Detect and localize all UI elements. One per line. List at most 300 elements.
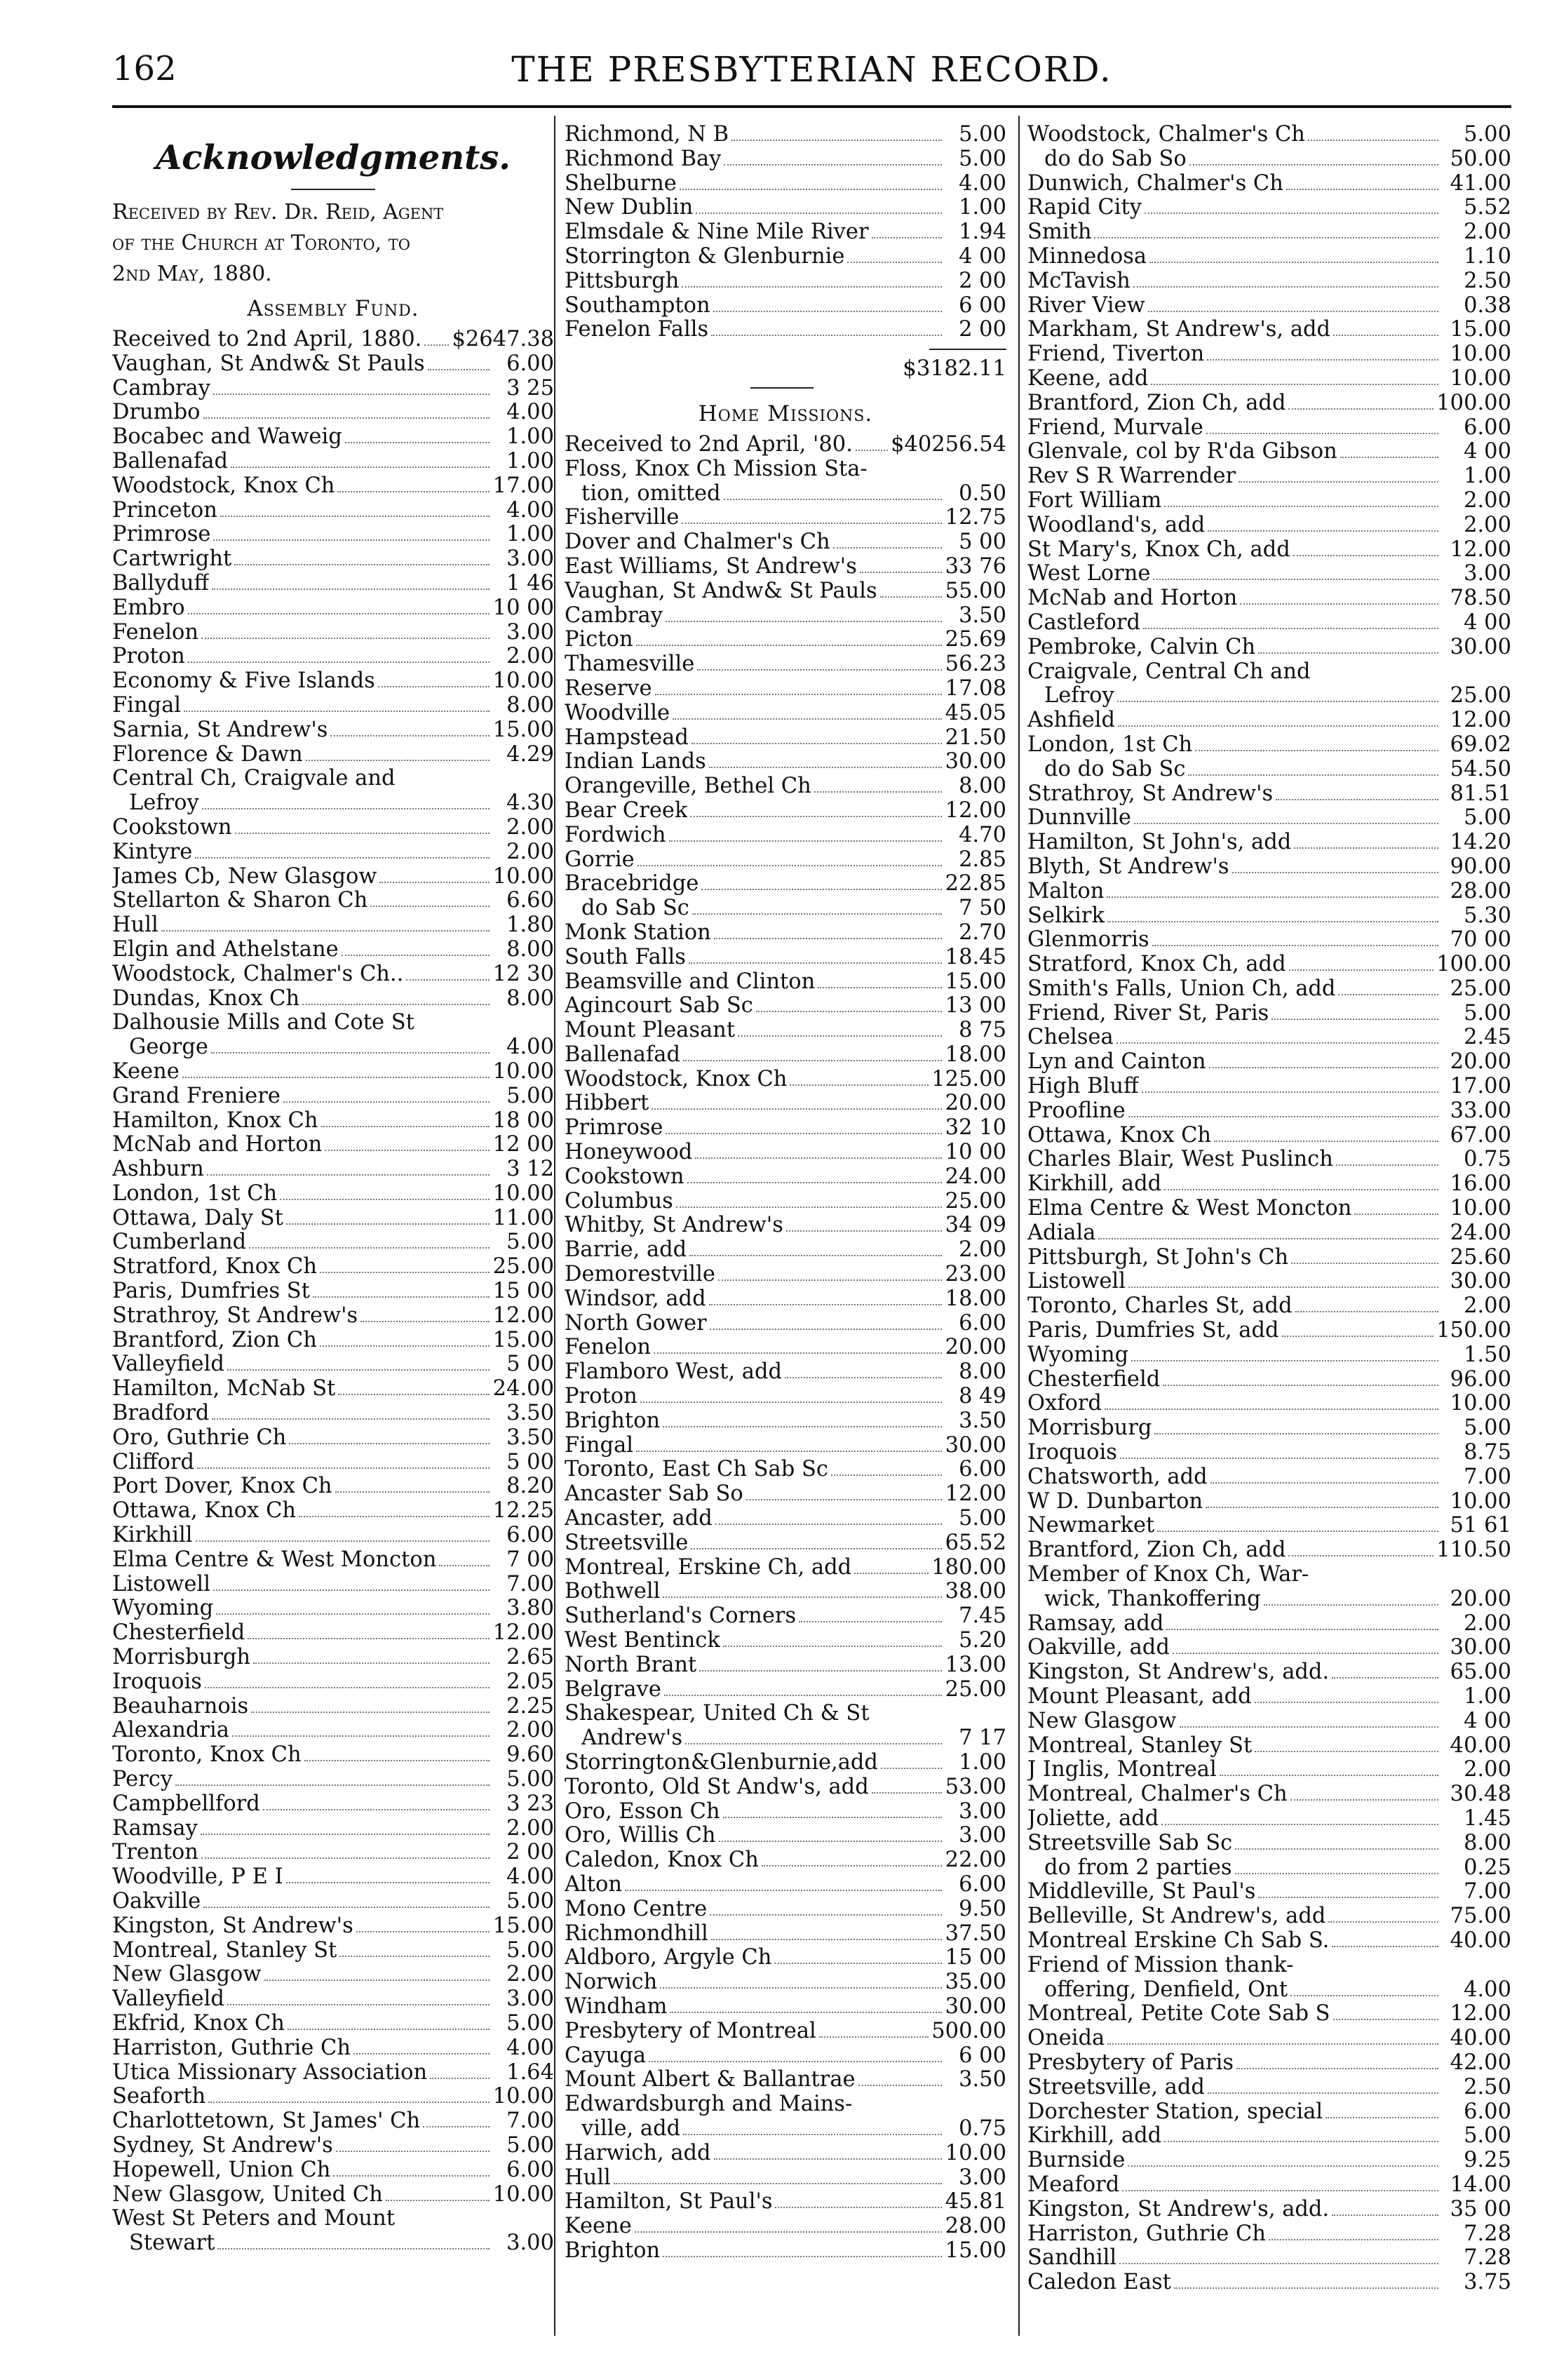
dot-leader <box>872 230 942 238</box>
dot-leader <box>756 1004 942 1012</box>
entry-amount: 8.00 <box>1464 1831 1511 1855</box>
dot-leader <box>637 858 942 866</box>
entry-name: Sydney, St Andrew's <box>112 2133 333 2158</box>
entry-row <box>565 896 1006 921</box>
entry-amount: 45.81 <box>945 2190 1006 2214</box>
dot-leader <box>1286 182 1438 190</box>
entry-row <box>112 474 554 499</box>
entry-name: Grand Freniere <box>112 1084 281 1108</box>
entry-amount: 15.00 <box>945 2238 1006 2263</box>
dot-leader <box>723 1639 942 1647</box>
entry-row <box>565 506 1006 530</box>
entry-amount: 5.00 <box>506 1890 554 1914</box>
entry-name: Montreal, Stanley St <box>112 1938 337 1963</box>
entry-name: Kingston, St Andrew's, add. <box>1027 1660 1330 1685</box>
entry-row <box>565 994 1006 1018</box>
entry-row <box>565 579 1006 604</box>
entry-row <box>565 1213 1006 1238</box>
entry-amount: 16.00 <box>1450 1172 1511 1197</box>
entry-name: Vaughan, St Andw& St Pauls <box>565 579 877 603</box>
dot-leader <box>356 1924 490 1932</box>
entry-amount: 35 00 <box>1450 2197 1511 2221</box>
entry-name: Adiala <box>1027 1221 1096 1245</box>
entry-name: Presbytery of Paris <box>1027 2050 1234 2075</box>
entry-name: Paris, Dumfries St <box>112 1279 310 1304</box>
entry-row <box>112 1304 554 1329</box>
entry-name: Friend, Murvale <box>1027 415 1203 440</box>
entry-name: New Glasgow, United Ch <box>112 2182 383 2207</box>
entry-amount: 2 00 <box>959 269 1006 293</box>
entry-name: Elma Centre & West Moncton <box>1027 1197 1352 1221</box>
entry-name: Embro <box>112 596 185 620</box>
dot-leader <box>814 784 942 793</box>
entry-amount: 35.00 <box>945 1970 1006 1995</box>
entry-name: Ballenafad <box>112 449 228 473</box>
entry-amount: 7.00 <box>1464 1465 1511 1489</box>
dot-leader <box>1282 1329 1434 1337</box>
entry-row <box>112 816 554 840</box>
dot-leader <box>232 1728 490 1737</box>
entry-name: Fisherville <box>565 506 680 530</box>
dot-leader <box>227 1997 490 2005</box>
entry-row <box>565 482 1006 506</box>
entry-name: Hibbert <box>565 1091 649 1116</box>
entry-row <box>565 1336 1006 1360</box>
dot-leader <box>1133 279 1438 288</box>
dot-leader <box>220 509 490 517</box>
entry-name: Brantford, Zion Ch, add <box>1027 391 1286 415</box>
entry-amount: 12.00 <box>1450 2002 1511 2026</box>
dot-leader <box>211 1045 490 1054</box>
dot-leader <box>337 484 490 492</box>
entry-amount: 3.00 <box>1464 562 1511 586</box>
dot-leader <box>428 362 490 370</box>
entry-name: Caledon, Knox Ch <box>565 1848 759 1873</box>
entry-name: River View <box>1027 293 1145 318</box>
entry-name: Elma Centre & West Moncton <box>112 1547 437 1572</box>
dot-leader <box>1333 328 1438 336</box>
dot-leader <box>786 1223 942 1232</box>
entry-name: Stellarton & Sharon Ch <box>112 889 368 913</box>
entry-amount: 15 00 <box>492 1279 554 1304</box>
entry-amount: 0.25 <box>1464 1855 1511 1880</box>
entry-amount: 125.00 <box>931 1067 1006 1091</box>
entry-row <box>1027 2076 1511 2100</box>
dot-leader <box>1207 352 1438 361</box>
entry-row <box>1027 1685 1511 1709</box>
dot-leader <box>652 1101 942 1110</box>
dot-leader <box>1288 401 1433 410</box>
entry-name: Chelsea <box>1027 1026 1114 1050</box>
entry-amount: 4 00 <box>1464 1709 1511 1733</box>
entry-row <box>1027 880 1511 904</box>
entry-amount: 25.00 <box>1450 684 1511 708</box>
entry-amount: 2 00 <box>959 318 1006 342</box>
entry-row <box>565 823 1006 848</box>
dot-leader <box>775 2200 942 2208</box>
dot-leader <box>819 2029 929 2038</box>
entry-row <box>565 2142 1006 2166</box>
dot-leader <box>1174 2280 1438 2289</box>
entry-row <box>565 1018 1006 1043</box>
entry-amount: 7.45 <box>959 1604 1006 1629</box>
entry-amount: 18.45 <box>945 945 1006 969</box>
dot-leader <box>718 1272 942 1281</box>
entry-row <box>565 123 1006 147</box>
entry-row <box>1027 1709 1511 1734</box>
dot-leader <box>1208 2085 1438 2094</box>
entry-row <box>1027 1368 1511 1392</box>
entry-amount: 78.50 <box>1450 586 1511 611</box>
dot-leader <box>689 955 942 964</box>
entry-amount: 28.00 <box>1450 879 1511 903</box>
dot-leader <box>1354 1206 1438 1215</box>
entry-name: Beamsville and Clinton <box>565 969 816 994</box>
entry-amount: 6.00 <box>959 1311 1006 1336</box>
entry-name: Belgrave <box>565 1677 661 1702</box>
dot-leader <box>1120 1451 1438 1459</box>
entry-row <box>565 2214 1006 2239</box>
entry-row <box>565 1970 1006 1995</box>
entry-row <box>1027 464 1511 489</box>
entry-row <box>112 645 554 669</box>
entry-name: Keene <box>112 1059 180 1084</box>
dot-leader <box>213 532 490 541</box>
entry-amount: 53.00 <box>945 1775 1006 1799</box>
dot-leader <box>1214 1134 1438 1142</box>
dot-leader <box>683 2127 942 2135</box>
dot-leader <box>1293 548 1438 556</box>
entry-name: Bocabec and Waweig <box>112 425 342 450</box>
dot-leader <box>731 133 942 141</box>
entry-name: Strathroy, St Andrew's <box>112 1303 358 1328</box>
entry-row <box>565 2019 1006 2044</box>
entry-name: do do Sab So <box>1044 147 1187 171</box>
entry-name: Blyth, St Andrew's <box>1027 854 1229 879</box>
entry-amount: 5.00 <box>1464 806 1511 831</box>
entry-amount: 25.60 <box>1450 1245 1511 1270</box>
entry-row <box>112 1401 554 1426</box>
entry-name: Sutherland's Corners <box>565 1604 797 1629</box>
entry-name: Montreal, Petite Cote Sab S <box>1027 2002 1330 2026</box>
entry-row <box>112 1890 554 1914</box>
entry-row <box>1027 2222 1511 2247</box>
dot-leader <box>197 1460 490 1469</box>
dot-leader <box>711 1932 942 1940</box>
entry-amount: 17.08 <box>945 676 1006 701</box>
dot-leader <box>1308 133 1438 141</box>
entry-name: Ancaster Sab So <box>565 1482 743 1507</box>
entry-name: Listowell <box>112 1572 210 1596</box>
entry-row <box>565 1824 1006 1848</box>
entry-row <box>1027 1782 1511 1807</box>
dot-leader <box>379 875 490 883</box>
entry-amount: $2647.38 <box>452 328 554 351</box>
dot-leader <box>1094 230 1438 238</box>
dot-leader <box>847 255 942 263</box>
entry-amount: 15 00 <box>945 1946 1006 1970</box>
entry-amount: 30.48 <box>1450 1782 1511 1807</box>
entry-row <box>112 1329 554 1353</box>
entry-amount: 5 00 <box>506 1352 554 1377</box>
page-number: 162 <box>112 49 177 88</box>
entry-amount: 0.50 <box>959 481 1006 506</box>
dot-leader <box>696 206 942 214</box>
entry-amount: 24.00 <box>1450 1221 1511 1245</box>
dot-leader <box>614 2176 942 2184</box>
entry-row <box>112 2231 554 2256</box>
entry-amount: 3 23 <box>506 1791 554 1816</box>
entry-name: Richmond Bay <box>565 147 722 171</box>
dot-leader <box>1338 987 1438 995</box>
dot-leader <box>251 1705 490 1713</box>
entry-amount: 9.50 <box>959 1897 1006 1921</box>
entry-name: Oakville, add <box>1027 1636 1170 1660</box>
dot-leader <box>378 679 490 687</box>
entry-amount: 3.00 <box>959 1824 1006 1848</box>
entry-row <box>112 938 554 962</box>
dot-leader <box>710 1322 942 1330</box>
entry-name: Kintyre <box>112 840 193 864</box>
entry-name: Mount Pleasant, add <box>1027 1685 1252 1709</box>
entry-name: Hamilton, St John's, add <box>1027 831 1292 855</box>
dot-leader <box>1336 1157 1438 1166</box>
entry-amount: 1.00 <box>959 1751 1006 1775</box>
entry-row <box>112 1377 554 1401</box>
dot-leader <box>1239 474 1438 483</box>
entry-row <box>1027 562 1511 586</box>
dot-leader <box>325 1143 490 1151</box>
dot-leader <box>701 882 942 890</box>
entry-amount: 1.80 <box>506 913 554 938</box>
entry-amount: 22.85 <box>945 872 1006 896</box>
dot-leader <box>321 1119 490 1127</box>
entry-row <box>112 1792 554 1817</box>
dot-leader <box>1151 377 1438 385</box>
dot-leader <box>1166 1622 1438 1630</box>
entry-row <box>112 1255 554 1279</box>
entry-name: Streetsville Sab Sc <box>1027 1831 1233 1855</box>
journal-title: THE PRESBYTERIAN RECORD. <box>511 49 1112 90</box>
entry-row <box>1027 1831 1511 1856</box>
entry-row <box>112 1963 554 1987</box>
entry-amount: 5.00 <box>506 2011 554 2036</box>
page-header <box>112 49 1511 105</box>
dot-leader <box>249 1240 490 1249</box>
dot-leader <box>676 1199 942 1208</box>
entry-amount: 33 76 <box>945 554 1006 579</box>
entry-name: Edwardsburgh and Mains- <box>565 2092 853 2117</box>
entry-amount: 2.00 <box>506 1719 554 1743</box>
entry-amount: 3.00 <box>506 2231 554 2256</box>
dot-leader <box>336 2144 490 2152</box>
entry-row <box>565 1531 1006 1556</box>
entry-amount: 50.00 <box>1450 147 1511 171</box>
entry-row <box>565 1165 1006 1190</box>
entry-list <box>112 328 554 2256</box>
entry-name: Dunnville <box>1027 806 1131 831</box>
entry-name: Hamilton, St Paul's <box>565 2190 773 2214</box>
entry-name: Brantford, Zion Ch, add <box>1027 1538 1286 1563</box>
entry-name: Middleville, St Paul's <box>1027 1880 1256 1904</box>
entry-amount: 12.00 <box>1450 708 1511 733</box>
entry-amount: 25.00 <box>492 1255 554 1279</box>
dot-leader <box>687 1175 942 1183</box>
entry-amount: 90.00 <box>1450 854 1511 879</box>
entry-amount: 6 00 <box>959 293 1006 318</box>
dot-leader <box>288 2022 490 2030</box>
entry-row <box>112 865 554 889</box>
entry-row <box>112 1865 554 1890</box>
dot-leader <box>213 1582 490 1591</box>
entry-amount: 7.28 <box>1464 2221 1511 2246</box>
entry-row <box>1027 342 1511 367</box>
dot-leader <box>302 997 490 1005</box>
entry-name: Proton <box>565 1385 637 1409</box>
dot-leader <box>1210 1475 1438 1484</box>
entry-name: Richmond, N B <box>565 123 729 147</box>
entry-row <box>112 2085 554 2109</box>
entry-name: Windsor, add <box>565 1286 706 1311</box>
entry-amount: 8.00 <box>506 937 554 962</box>
dot-leader <box>655 687 942 695</box>
dot-leader <box>654 1345 942 1354</box>
entry-amount: 1.00 <box>506 449 554 473</box>
dot-leader <box>213 386 490 395</box>
fund-heading: Assembly Fund. <box>247 296 419 321</box>
entry-row <box>1027 1612 1511 1636</box>
dot-leader <box>330 728 490 737</box>
entry-name: Ballenafad <box>565 1042 680 1067</box>
entry-name: Ballyduff <box>112 571 210 596</box>
entry-name: East Williams, St Andrew's <box>565 554 857 579</box>
dot-leader <box>719 1834 943 1842</box>
entry-amount: 12 00 <box>492 1133 554 1157</box>
entry-amount: 12.25 <box>492 1499 554 1524</box>
dot-leader <box>690 809 942 817</box>
total-rule <box>565 342 1006 356</box>
entry-amount: 2.00 <box>1464 220 1511 245</box>
entry-name: Wyoming <box>112 1596 214 1621</box>
entry-name: Morrisburgh <box>112 1646 251 1670</box>
entry-amount: 20.00 <box>945 1336 1006 1360</box>
entry-amount: 12.75 <box>945 506 1006 530</box>
dot-leader <box>263 1802 490 1810</box>
dot-leader <box>746 1492 942 1500</box>
dot-leader <box>1258 645 1438 654</box>
dot-leader <box>406 972 490 981</box>
entry-name: Kingston, St Andrew's <box>112 1914 353 1938</box>
entry-row <box>1027 196 1511 220</box>
entry-amount: 1.45 <box>1464 1806 1511 1831</box>
entry-row <box>112 352 554 377</box>
section-title: Acknowledgments. <box>156 138 511 177</box>
entry-name: Cambray <box>112 376 210 401</box>
entry-name: Dover and Chalmer's Ch <box>565 530 830 555</box>
entry-amount: 10.00 <box>492 1059 554 1084</box>
dot-leader <box>714 2151 942 2160</box>
entry-amount: 2.65 <box>506 1646 554 1670</box>
entry-row <box>565 1385 1006 1409</box>
entry-row <box>112 718 554 743</box>
entry-row <box>565 628 1006 652</box>
entry-name: Hull <box>565 2165 611 2190</box>
entry-name: Kingston, St Andrew's, add. <box>1027 2197 1330 2221</box>
entry-name: Streetsville <box>565 1531 689 1555</box>
entry-amount: 6.00 <box>1464 415 1511 440</box>
entry-row <box>1027 269 1511 294</box>
dot-leader <box>1118 718 1438 727</box>
title-rule <box>291 189 375 190</box>
entry-amount: 5.00 <box>506 1230 554 1255</box>
entry-row <box>1027 1392 1511 1416</box>
dot-leader <box>724 492 942 500</box>
entry-name: Markham, St Andrew's, add <box>1027 318 1331 342</box>
entry-amount: 3.50 <box>959 1408 1006 1433</box>
entry-amount: 6.00 <box>506 2158 554 2182</box>
entry-amount: 3.00 <box>506 547 554 572</box>
entry-row <box>1027 294 1511 318</box>
dot-leader <box>320 1338 490 1347</box>
entry-name: South Falls <box>565 945 686 969</box>
entry-name: Woodstock, Chalmer's Ch.. <box>112 962 404 986</box>
entry-row <box>1027 684 1511 708</box>
entry-row <box>565 701 1006 726</box>
dot-leader <box>424 337 449 346</box>
entry-row <box>1027 1319 1511 1343</box>
entry-amount: 3 25 <box>506 376 554 401</box>
dot-leader <box>625 1883 942 1891</box>
entry-name: Monk Station <box>565 920 711 945</box>
entry-name: Fenelon <box>565 1336 651 1360</box>
dot-leader <box>1236 2061 1438 2069</box>
entry-amount: 30.00 <box>1450 635 1511 659</box>
entry-name: Ottawa, Daly St <box>112 1206 283 1230</box>
entry-row <box>112 694 554 718</box>
entry-name: Storrington & Glenburnie <box>565 244 845 269</box>
entry-row <box>112 377 554 401</box>
dot-leader <box>854 1566 929 1574</box>
entry-list <box>565 433 1006 2264</box>
entry-row <box>565 1995 1006 2019</box>
dot-leader <box>670 2005 942 2013</box>
entry-row <box>1027 2198 1511 2222</box>
entry-name: Honeywood <box>565 1141 693 1165</box>
entry-row <box>565 2117 1006 2142</box>
entry-name: Stratford, Knox Ch, add <box>1027 953 1286 977</box>
dot-leader <box>649 2054 942 2062</box>
entry-amount: 4.00 <box>959 171 1006 196</box>
entry-row <box>1027 172 1511 196</box>
entry-amount: 4.00 <box>506 498 554 523</box>
entry-amount: 5.00 <box>959 123 1006 147</box>
entry-row <box>1027 1880 1511 1904</box>
entry-amount: 10 00 <box>945 1141 1006 1165</box>
entry-amount: 28.00 <box>945 2214 1006 2239</box>
entry-name: Picton <box>565 628 633 652</box>
entry-amount: 10.00 <box>1450 1489 1511 1514</box>
entry-row <box>1027 1514 1511 1538</box>
entry-amount: 13.00 <box>945 1653 1006 1677</box>
entry-row <box>565 1800 1006 1824</box>
entry-name: Central Ch, Craigvale and <box>112 767 396 791</box>
entry-row <box>112 2183 554 2207</box>
entry-amount: 20.00 <box>1450 1587 1511 1611</box>
dot-leader <box>723 1810 942 1818</box>
entry-amount: 40.00 <box>1450 1733 1511 1758</box>
entry-amount: 12.00 <box>945 798 1006 823</box>
entry-amount: 65.52 <box>945 1531 1006 1555</box>
